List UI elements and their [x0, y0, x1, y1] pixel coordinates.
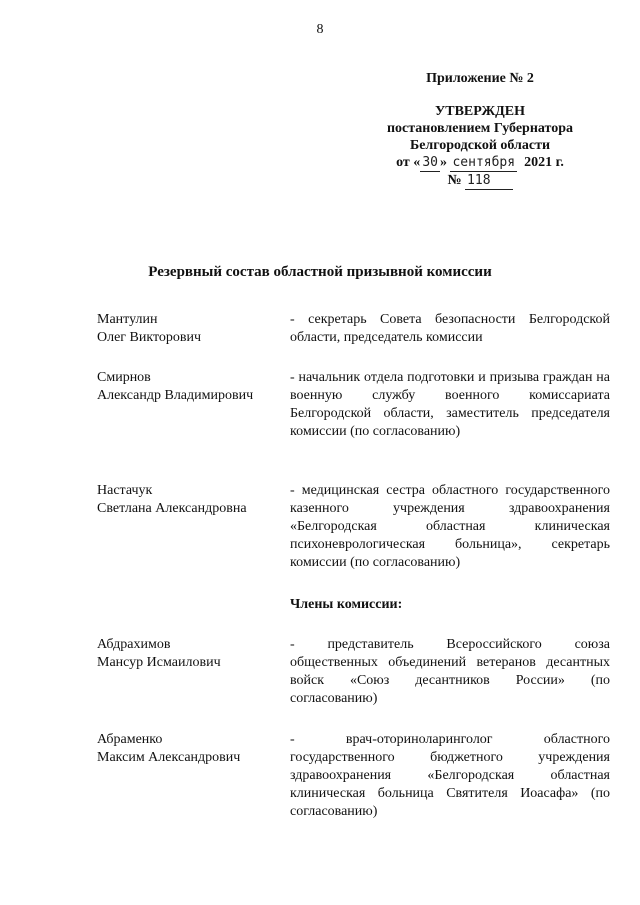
member-given-name: Максим Александрович: [97, 750, 241, 765]
date-year: 2021 г.: [524, 155, 564, 170]
page-number: 8: [316, 22, 324, 37]
approval-number: [360, 172, 600, 190]
members-heading: Члены комиссии:: [290, 597, 403, 612]
number-value: 118: [465, 172, 512, 190]
number-prefix: №: [447, 173, 462, 188]
member-name: [97, 482, 287, 518]
approval-line-1: постановлением Губернатора: [386, 121, 574, 136]
member-given-name: Мансур Исмаилович: [97, 655, 221, 670]
member-surname: Абраменко: [97, 732, 163, 747]
member-role: - представитель Всероссийского союза общественных объединений ветеранов десантных войск «Союз десантников России» (по согласованию): [290, 637, 610, 706]
member-surname: Абдрахимов: [97, 637, 171, 652]
member-name: [97, 369, 287, 405]
member-name: [97, 731, 287, 767]
member-name: [97, 311, 287, 347]
date-mid: »: [439, 155, 451, 170]
approval-line-2: Белгородской области: [409, 138, 551, 153]
document-title: Резервный состав областной призывной комиссии: [148, 264, 492, 280]
date-prefix: от «: [396, 155, 421, 170]
member-role: - секретарь Совета безопасности Белгородской области, председатель комиссии: [290, 312, 610, 345]
member-surname: Мантулин: [97, 312, 158, 327]
date-month: сентября: [452, 155, 516, 170]
member-surname: Настачук: [97, 483, 153, 498]
member-name: [97, 636, 287, 672]
approval-date: [360, 154, 600, 172]
approval-block: [360, 70, 600, 190]
member-role: - начальник отдела подготовки и призыва граждан на военную службу военного комиссариата Белгородской области, заместитель председателя комиссии (по согласованию): [290, 370, 610, 439]
member-role: - врач-оториноларинголог областного государственного бюджетного учреждения здравоохранения «Белгородская областная клиническая больница Святителя Иоасафа» (по согласованию): [290, 732, 610, 819]
member-role: - медицинская сестра областного государственного казенного учреждения здравоохранения «Белгородская областная клиническая психоневрологическая больница», секретарь комиссии (по согласованию): [290, 483, 610, 570]
member-given-name: Александр Владимирович: [97, 388, 254, 403]
approved-label: УТВЕРЖДЕН: [434, 104, 526, 119]
date-day: 30: [422, 155, 438, 170]
member-given-name: Олег Викторович: [97, 330, 202, 345]
member-given-name: Светлана Александровна: [97, 501, 247, 516]
member-surname: Смирнов: [97, 370, 151, 385]
appendix-label: Приложение № 2: [426, 71, 534, 86]
